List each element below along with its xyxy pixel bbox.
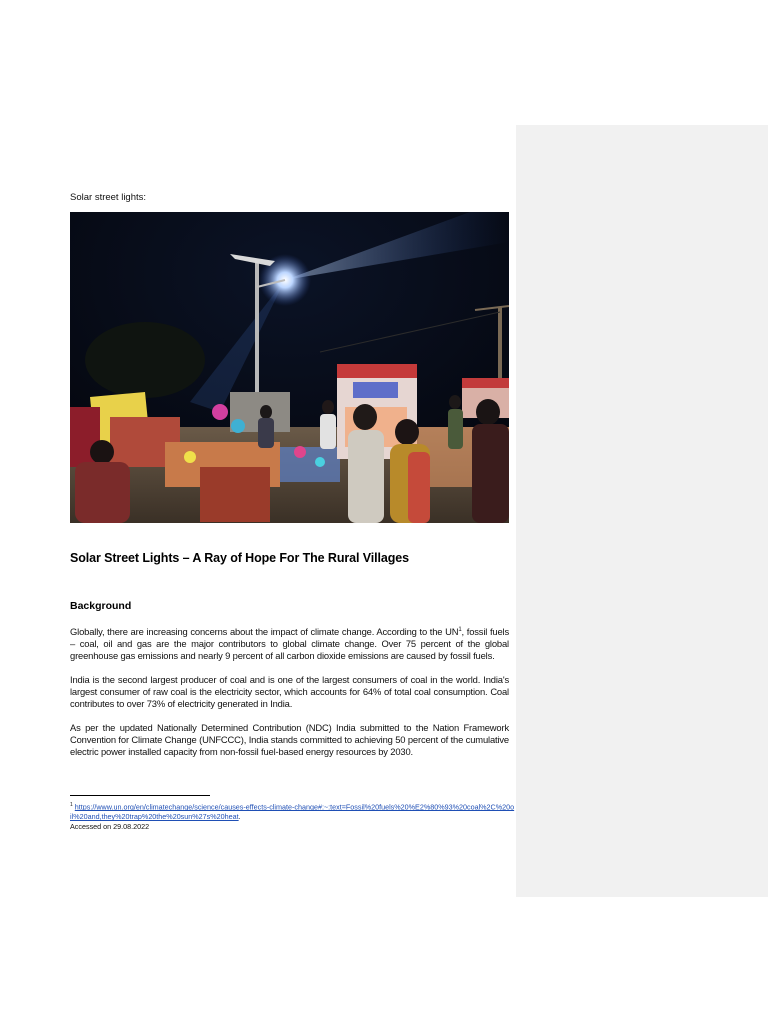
footnote	[70, 800, 515, 832]
article-heading: Solar Street Lights – A Ray of Hope For The Rural Villages	[70, 551, 409, 565]
footnote-marker: 1	[70, 802, 73, 808]
paragraph-coal-india: India is the second largest producer of coal and is one of the largest consumers of coal in the world. India's largest consumer of raw coal is the electricity sector, which accounts for 64% of total coal consumption. Coal contributes to over 73% of electricity generated in India.	[70, 674, 509, 710]
paragraph-text: Globally, there are increasing concerns about the impact of climate change. According to the UN	[70, 626, 459, 637]
footnote-punctuation: .	[238, 812, 241, 822]
footnote-reference[interactable]: 1	[458, 626, 462, 633]
paragraph-text: , fossil fuels – coal, oil and gas are the major contributors to global climate change. Over 75 percent of the global greenhouse gas emissions and nearly 9 percent of all carbon dioxide emissions are caused by fossil fuels.	[70, 626, 509, 662]
solar-street-light-photo	[70, 212, 509, 523]
section-heading-background: Background	[70, 600, 132, 612]
comment-margin-pane	[516, 125, 768, 897]
footnote-link[interactable]: https://www.un.org/en/climatechange/science/causes-effects-climate-change#:~:text=Fossil%20fuels%20%E2%80%93%20coal%2C%20oil%20and,they%20trap%20the%20sun%27s%20heat	[70, 802, 515, 822]
night-market-image	[70, 212, 509, 523]
footnote-separator	[70, 795, 210, 796]
image-caption: Solar street lights:	[70, 192, 147, 203]
paragraph-ndc: As per the updated Nationally Determined Contribution (NDC) India submitted to the Nation Framework Convention for Climate Change (UNFCCC), India stands committed to achieving 50 percent of the cumulative electric power installed capacity from non-fossil fuel-based energy resources by 2030.	[70, 722, 509, 758]
footnote-accessed-date: Accessed on 29.08.2022	[70, 822, 150, 832]
paragraph-climate-change	[70, 626, 509, 663]
